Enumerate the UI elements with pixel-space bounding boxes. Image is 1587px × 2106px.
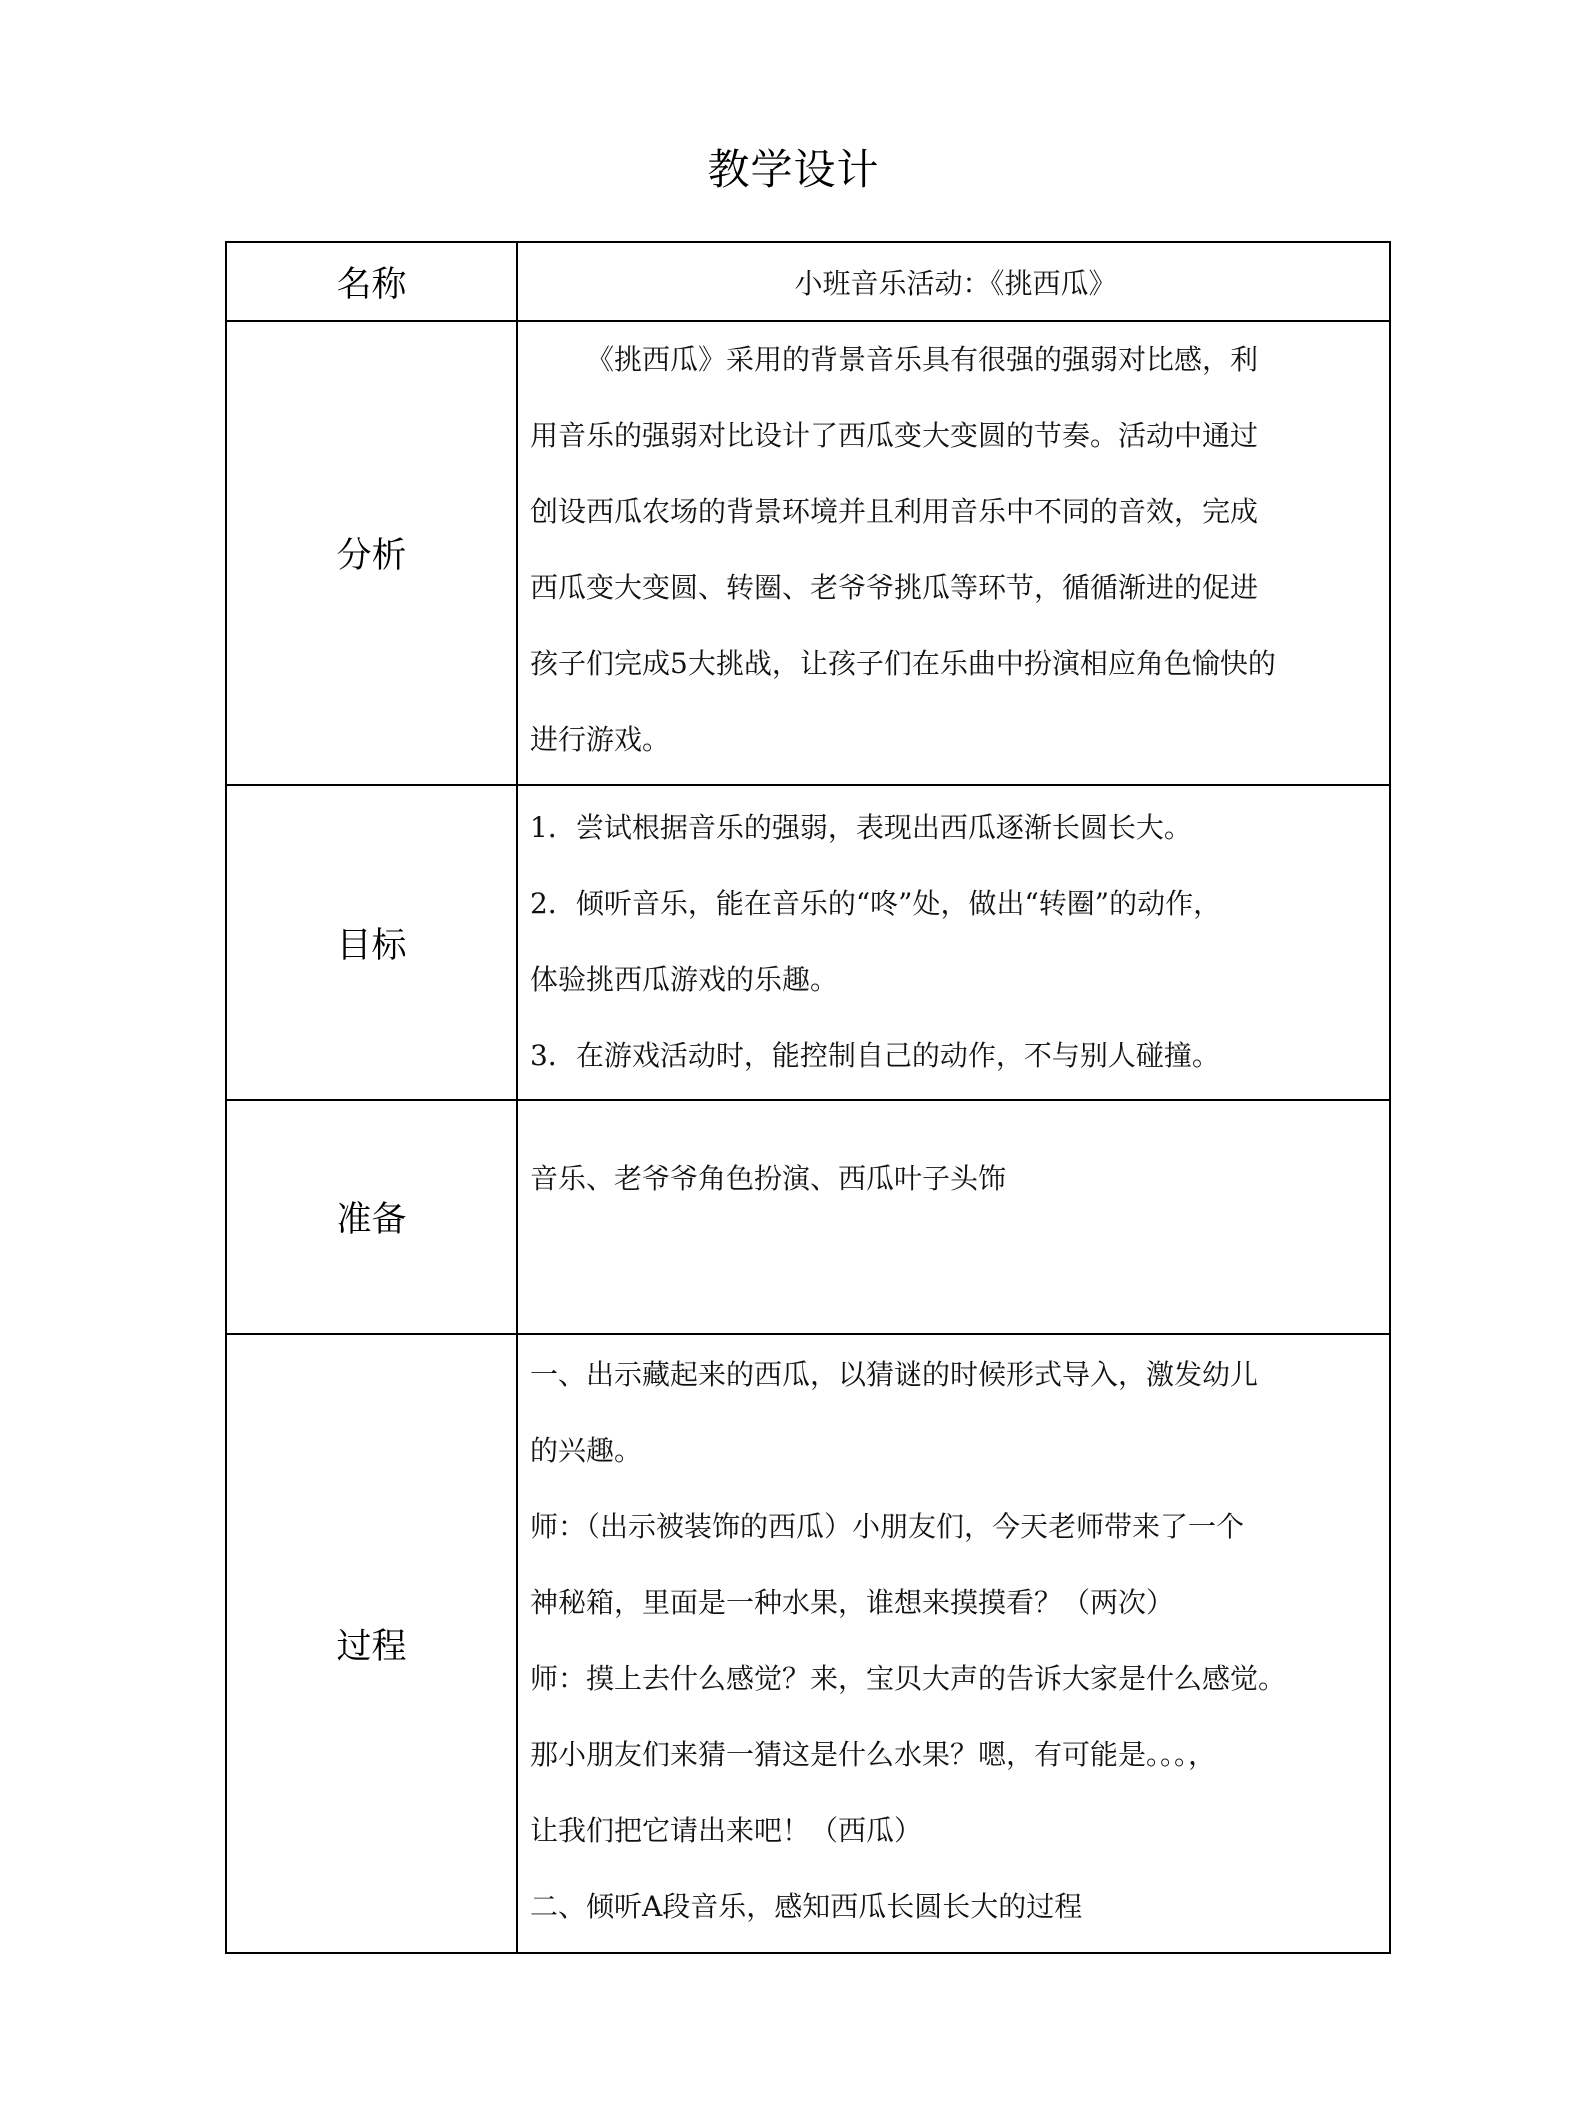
row-label-name: 名称 [226,242,517,321]
goal-item: 体验挑西瓜游戏的乐趣。 [530,963,839,996]
preparation-content [517,1100,1390,1334]
goal-item: 3．在游戏活动时，能控制自己的动作，不与别人碰撞。 [530,1039,1220,1072]
table-row-preparation [226,1100,1390,1334]
row-label-analysis: 分析 [226,321,517,785]
analysis-line: 孩子们完成5大挑战，让孩子们在乐曲中扮演相应角色愉快的 [530,647,1276,680]
process-line: 的兴趣。 [530,1434,643,1467]
table-row-process [226,1334,1390,1953]
process-line: 神秘箱，里面是一种水果，谁想来摸摸看？（两次） [530,1586,1175,1619]
row-label-goals: 目标 [226,785,517,1100]
goal-item: 2．倾听音乐，能在音乐的“咚”处，做出“转圈”的动作， [530,887,1222,920]
analysis-content [517,321,1390,785]
process-line: 那小朋友们来猜一猜这是什么水果？嗯，有可能是。。。， [530,1738,1217,1771]
analysis-line: 西瓜变大变圆、转圈、老爷爷挑瓜等环节，循循渐进的促进 [530,571,1259,604]
table-row-goals [226,785,1390,1100]
goals-content [517,785,1390,1100]
process-line: 一、出示藏起来的西瓜，以猜谜的时候形式导入，激发幼儿 [530,1358,1259,1391]
analysis-line: 创设西瓜农场的背景环境并且利用音乐中不同的音效，完成 [530,495,1259,528]
goal-item: 1．尝试根据音乐的强弱，表现出西瓜逐渐长圆长大。 [530,811,1192,844]
row-label-process: 过程 [226,1334,517,1953]
process-line: 师：（出示被装饰的西瓜）小朋友们，今天老师带来了一个 [530,1510,1245,1543]
process-content [517,1334,1390,1953]
row-label-preparation: 准备 [226,1100,517,1334]
table-row-name [226,242,1390,321]
document-title: 教学设计 [707,145,880,194]
analysis-line: 用音乐的强弱对比设计了西瓜变大变圆的节奏。活动中通过 [530,419,1259,452]
analysis-line: 进行游戏。 [530,723,671,756]
process-line: 二、倾听A段音乐，感知西瓜长圆长大的过程 [530,1890,1083,1923]
activity-name: 小班音乐活动：《挑西瓜》 [517,242,1390,321]
analysis-line: 《挑西瓜》采用的背景音乐具有很强的强弱对比感，利 [586,343,1259,376]
table-row-analysis [226,321,1390,785]
process-line: 让我们把它请出来吧！（西瓜） [530,1814,923,1847]
lesson-design-table [225,241,1391,1954]
preparation-text: 音乐、老爷爷角色扮演、西瓜叶子头饰 [530,1162,1007,1195]
process-line: 师：摸上去什么感觉？来，宝贝大声的告诉大家是什么感觉。 [530,1662,1287,1695]
